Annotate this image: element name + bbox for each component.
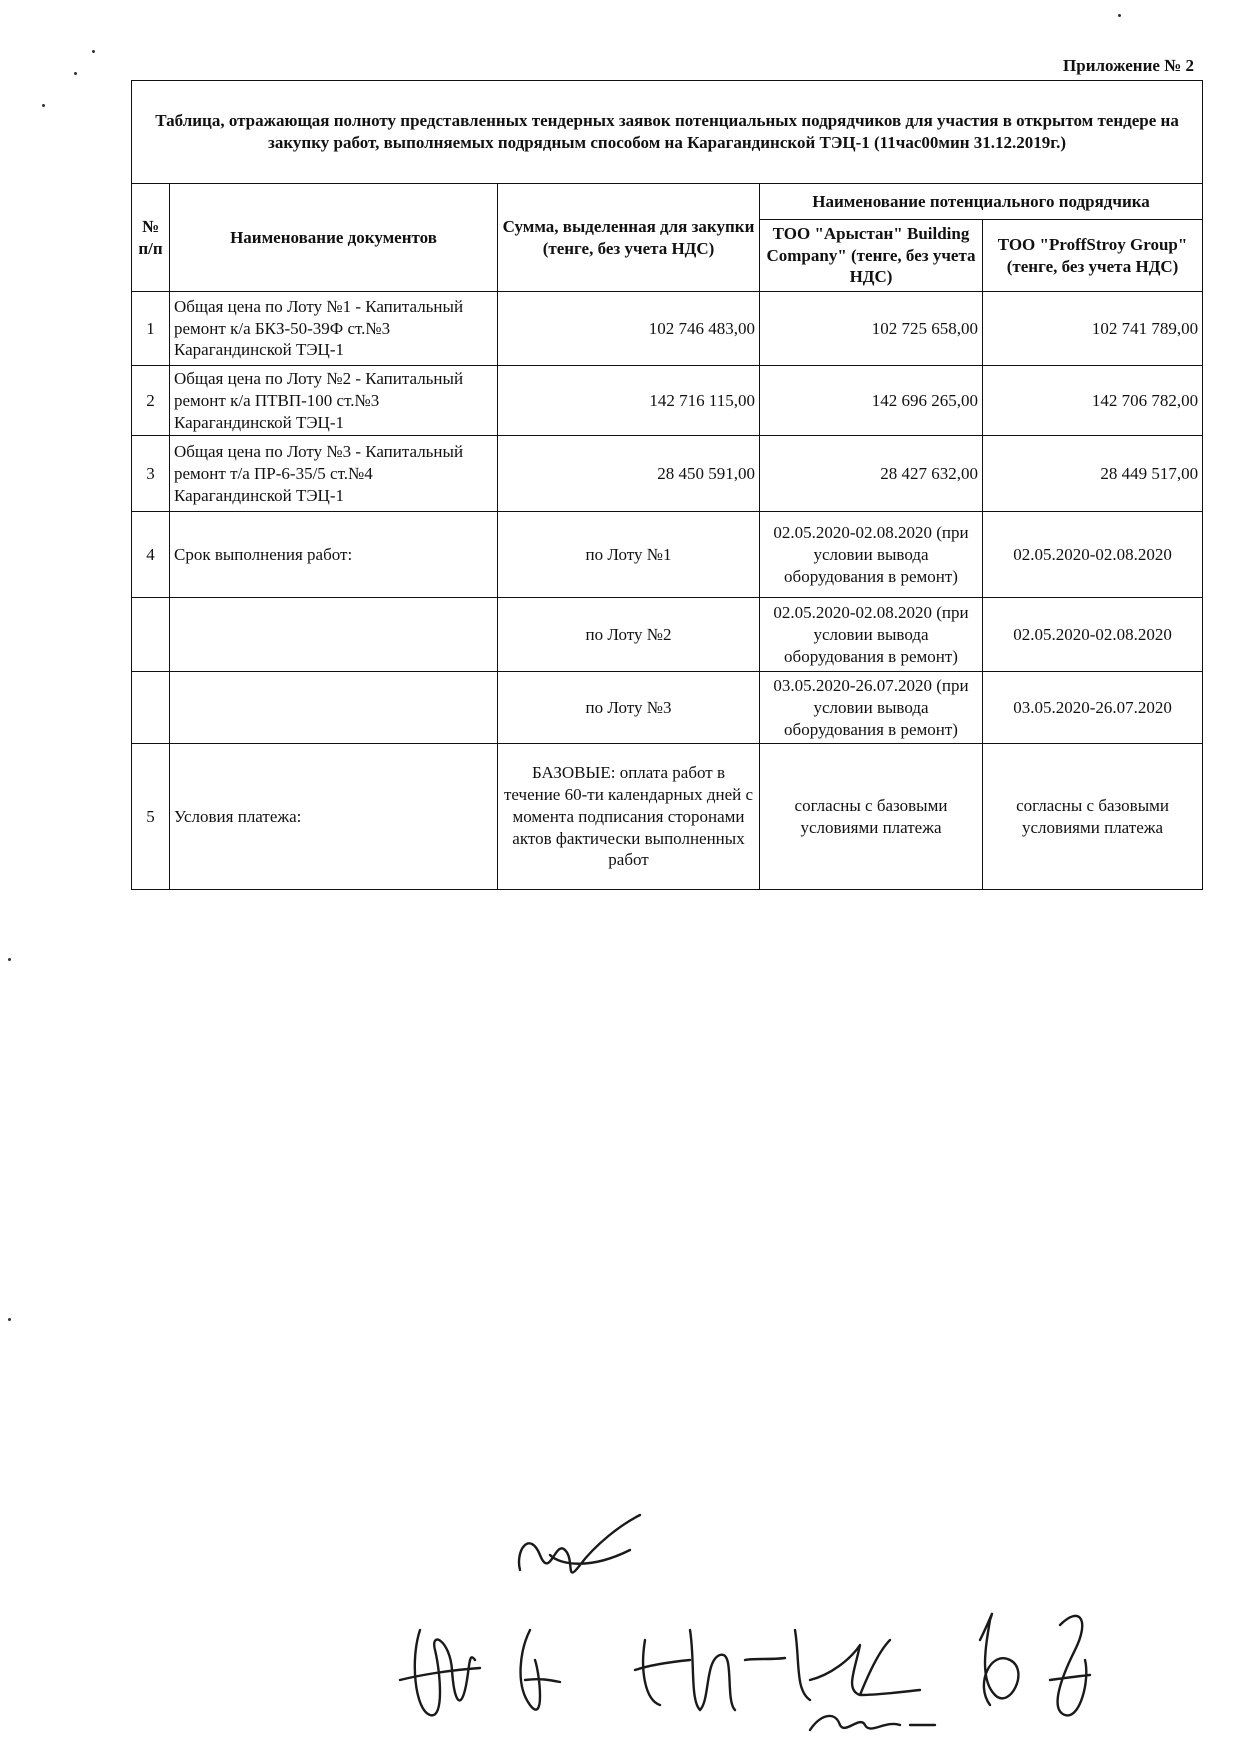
row-sum: 28 450 591,00 [498, 436, 760, 512]
tender-table [131, 80, 1203, 890]
scan-speck [8, 958, 11, 961]
row-contractor1-term: 03.05.2020-26.07.2020 (при условии вывода оборудования в ремонт) [760, 672, 983, 744]
row-contractor1-term: 02.05.2020-02.08.2020 (при условии вывода оборудования в ремонт) [760, 512, 983, 598]
row-contractor2-payment: согласны с базовыми условиями платежа [983, 744, 1203, 890]
table-row [132, 744, 1203, 890]
signatures-image [390, 1510, 1190, 1740]
row-doc: Общая цена по Лоту №3 - Капитальный ремонт т/а ПР-6-35/5 ст.№4 Карагандинской ТЭЦ-1 [170, 436, 498, 512]
scan-speck [1118, 14, 1121, 17]
scan-speck [74, 72, 77, 75]
header-contractors: Наименование потенциального подрядчика [760, 184, 1203, 220]
scan-speck [42, 104, 45, 107]
row-num: 4 [132, 512, 170, 598]
scan-speck [92, 50, 95, 53]
row-doc: Условия платежа: [170, 744, 498, 890]
row-doc: Общая цена по Лоту №2 - Капитальный ремонт к/а ПТВП-100 ст.№3 Карагандинской ТЭЦ-1 [170, 366, 498, 436]
row-base-terms: БАЗОВЫЕ: оплата работ в течение 60-ти календарных дней с момента подписания сторонами актов фактически выполненных работ [498, 744, 760, 890]
table-row [132, 366, 1203, 436]
row-sum: 102 746 483,00 [498, 292, 760, 366]
row-num: 2 [132, 366, 170, 436]
row-num [132, 598, 170, 672]
row-num: 5 [132, 744, 170, 890]
header-sum: Сумма, выделенная для закупки (тенге, без учета НДС) [498, 184, 760, 292]
table-row [132, 598, 1203, 672]
table-row [132, 436, 1203, 512]
header-docs: Наименование документов [170, 184, 498, 292]
table-row [132, 292, 1203, 366]
row-contractor2-term: 02.05.2020-02.08.2020 [983, 598, 1203, 672]
header-contractor-arystan: ТОО "Арыстан" Building Company" (тенге, без учета НДС) [760, 220, 983, 292]
row-doc: Срок выполнения работ: [170, 512, 498, 598]
scan-speck [8, 1318, 11, 1321]
row-num [132, 672, 170, 744]
row-contractor2-price: 28 449 517,00 [983, 436, 1203, 512]
table-title: Таблица, отражающая полноту представленных тендерных заявок потенциальных подрядчиков для участия в открытом тендере на закупку работ, выполняемых подрядным способом на Карагандинской ТЭЦ-1 (11час00мин 31.12.2019г.) [132, 81, 1203, 184]
row-doc [170, 672, 498, 744]
row-contractor1-payment: согласны с базовыми условиями платежа [760, 744, 983, 890]
row-num: 1 [132, 292, 170, 366]
table-row [132, 512, 1203, 598]
row-contractor2-term: 03.05.2020-26.07.2020 [983, 672, 1203, 744]
header-contractor-proffstroy: ТОО "ProffStroy Group" (тенге, без учета НДС) [983, 220, 1203, 292]
header-num: № п/п [132, 184, 170, 292]
table-row [132, 672, 1203, 744]
row-contractor1-price: 28 427 632,00 [760, 436, 983, 512]
row-contractor2-term: 02.05.2020-02.08.2020 [983, 512, 1203, 598]
row-contractor2-price: 102 741 789,00 [983, 292, 1203, 366]
row-contractor1-price: 102 725 658,00 [760, 292, 983, 366]
row-lot: по Лоту №1 [498, 512, 760, 598]
row-contractor1-price: 142 696 265,00 [760, 366, 983, 436]
row-lot: по Лоту №3 [498, 672, 760, 744]
row-doc [170, 598, 498, 672]
row-contractor1-term: 02.05.2020-02.08.2020 (при условии вывода оборудования в ремонт) [760, 598, 983, 672]
appendix-label: Приложение № 2 [1063, 56, 1194, 75]
row-contractor2-price: 142 706 782,00 [983, 366, 1203, 436]
row-lot: по Лоту №2 [498, 598, 760, 672]
row-num: 3 [132, 436, 170, 512]
row-sum: 142 716 115,00 [498, 366, 760, 436]
row-doc: Общая цена по Лоту №1 - Капитальный ремонт к/а БКЗ-50-39Ф ст.№3 Карагандинской ТЭЦ-1 [170, 292, 498, 366]
